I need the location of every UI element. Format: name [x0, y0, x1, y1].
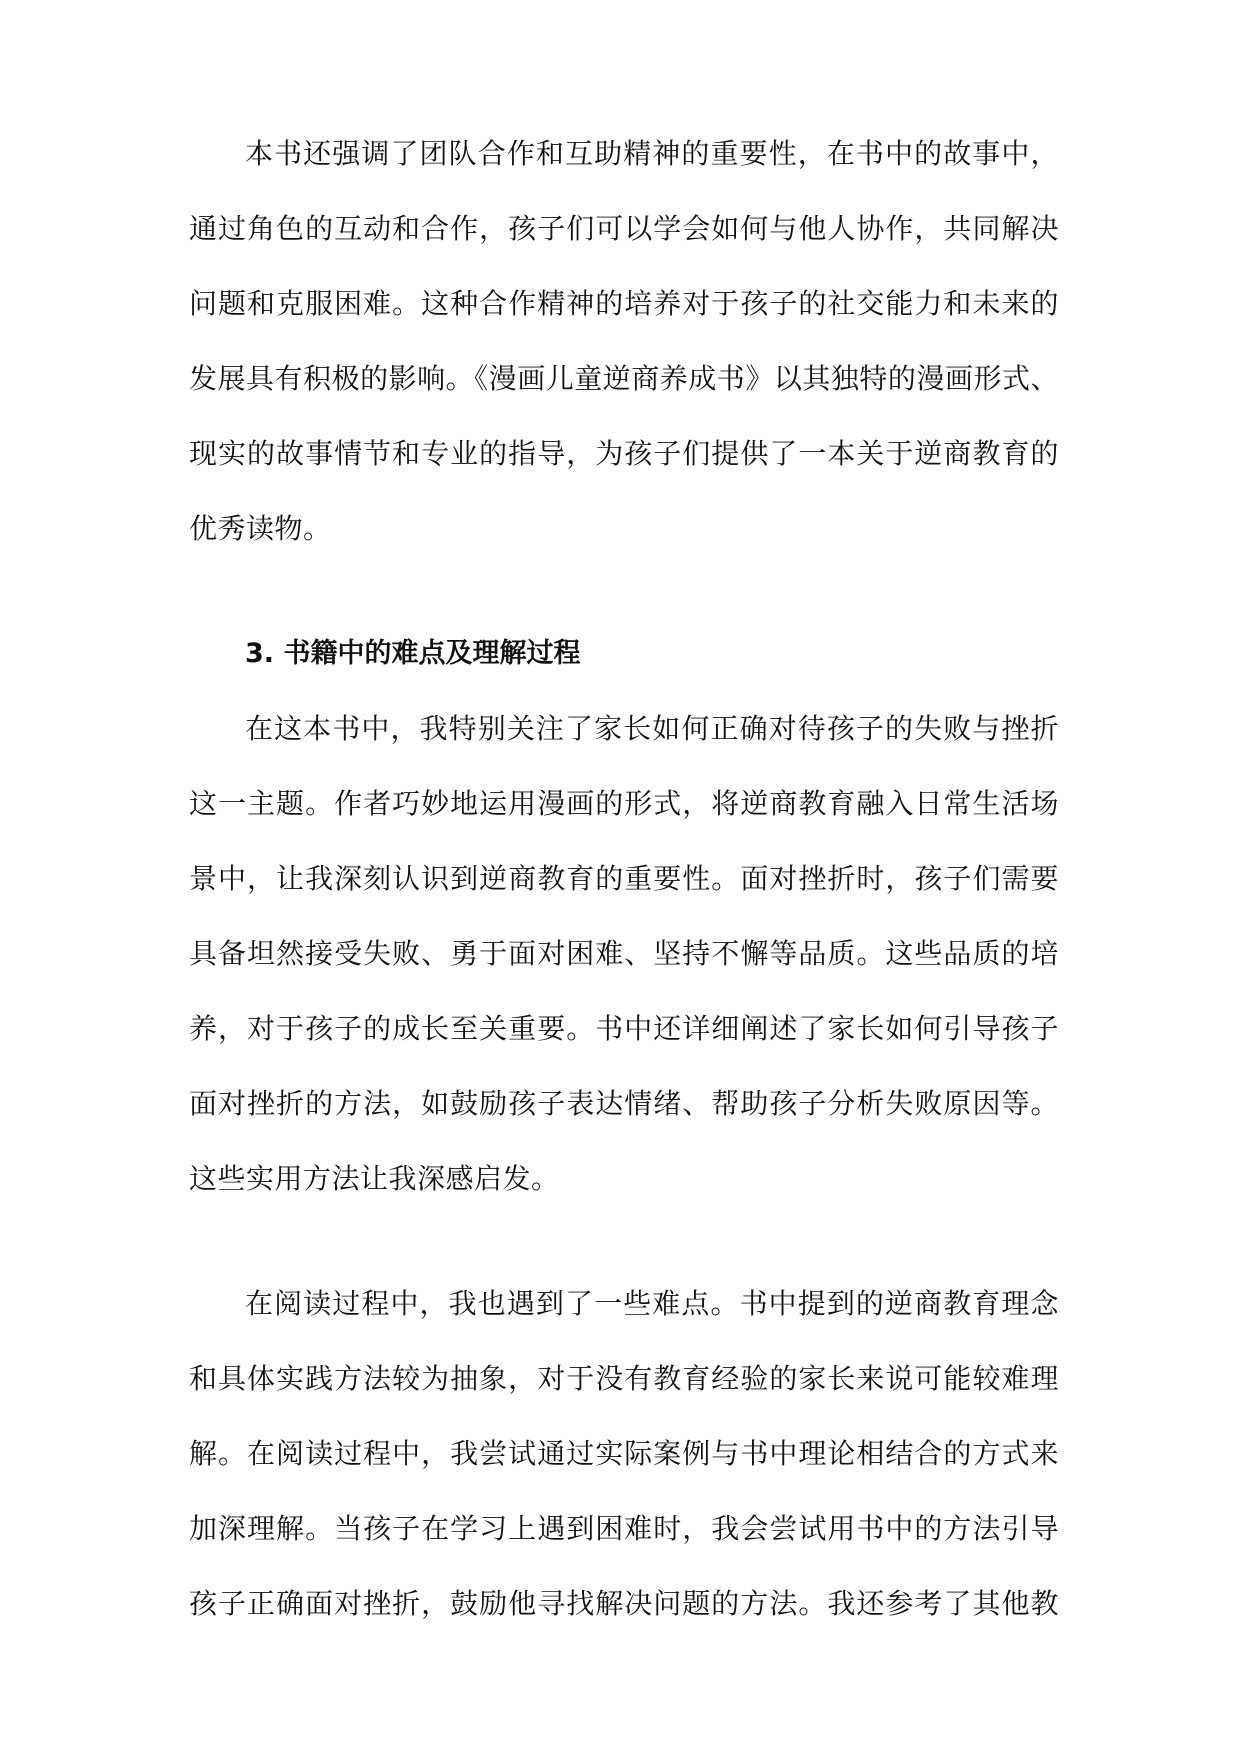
paragraph-line: 发展具有积极的影响。《漫画儿童逆商养成书》以其独特的漫画形式、: [189, 362, 1059, 395]
paragraph-line: 面对挫折的方法，如鼓励孩子表达情绪、帮助孩子分析失败原因等。: [189, 1087, 1059, 1120]
paragraph-line: 这一主题。作者巧妙地运用漫画的形式，将逆商教育融入日常生活场: [189, 787, 1059, 820]
paragraph-line: 孩子正确面对挫折，鼓励他寻找解决问题的方法。我还参考了其他教: [189, 1587, 1059, 1620]
paragraph-line: 本书还强调了团队合作和互助精神的重要性，在书中的故事中，: [245, 137, 1059, 170]
paragraph-line: 优秀读物。: [189, 512, 332, 545]
paragraph-line: 和具体实践方法较为抽象，对于没有教育经验的家长来说可能较难理: [189, 1362, 1059, 1395]
paragraph-line: 问题和克服困难。这种合作精神的培养对于孩子的社交能力和未来的: [189, 287, 1059, 320]
paragraph-setbacks: [189, 691, 1059, 1216]
paragraph-line: 养，对于孩子的成长至关重要。书中还详细阐述了家长如何引导孩子: [189, 1012, 1059, 1045]
paragraph-line: 具备坦然接受失败、勇于面对困难、坚持不懈等品质。这些品质的培: [189, 937, 1059, 970]
section-heading: 3. 书籍中的难点及理解过程: [245, 638, 581, 669]
paragraph-line: 在阅读过程中，我也遇到了一些难点。书中提到的逆商教育理念: [245, 1287, 1059, 1320]
paragraph-line: 通过角色的互动和合作，孩子们可以学会如何与他人协作，共同解决: [189, 212, 1059, 245]
paragraph-line: 解。在阅读过程中，我尝试通过实际案例与书中理论相结合的方式来: [189, 1437, 1059, 1470]
paragraph-line: 现实的故事情节和专业的指导，为孩子们提供了一本关于逆商教育的: [189, 437, 1059, 470]
paragraph-teamwork: [189, 116, 1059, 566]
paragraph-line: 加深理解。当孩子在学习上遇到困难时，我会尝试用书中的方法引导: [189, 1512, 1059, 1545]
paragraph-line: 景中，让我深刻认识到逆商教育的重要性。面对挫折时，孩子们需要: [189, 862, 1059, 895]
paragraph-difficulties: [189, 1266, 1059, 1641]
paragraph-line: 这些实用方法让我深感启发。: [189, 1162, 560, 1195]
paragraph-line: 在这本书中，我特别关注了家长如何正确对待孩子的失败与挫折: [245, 712, 1059, 745]
